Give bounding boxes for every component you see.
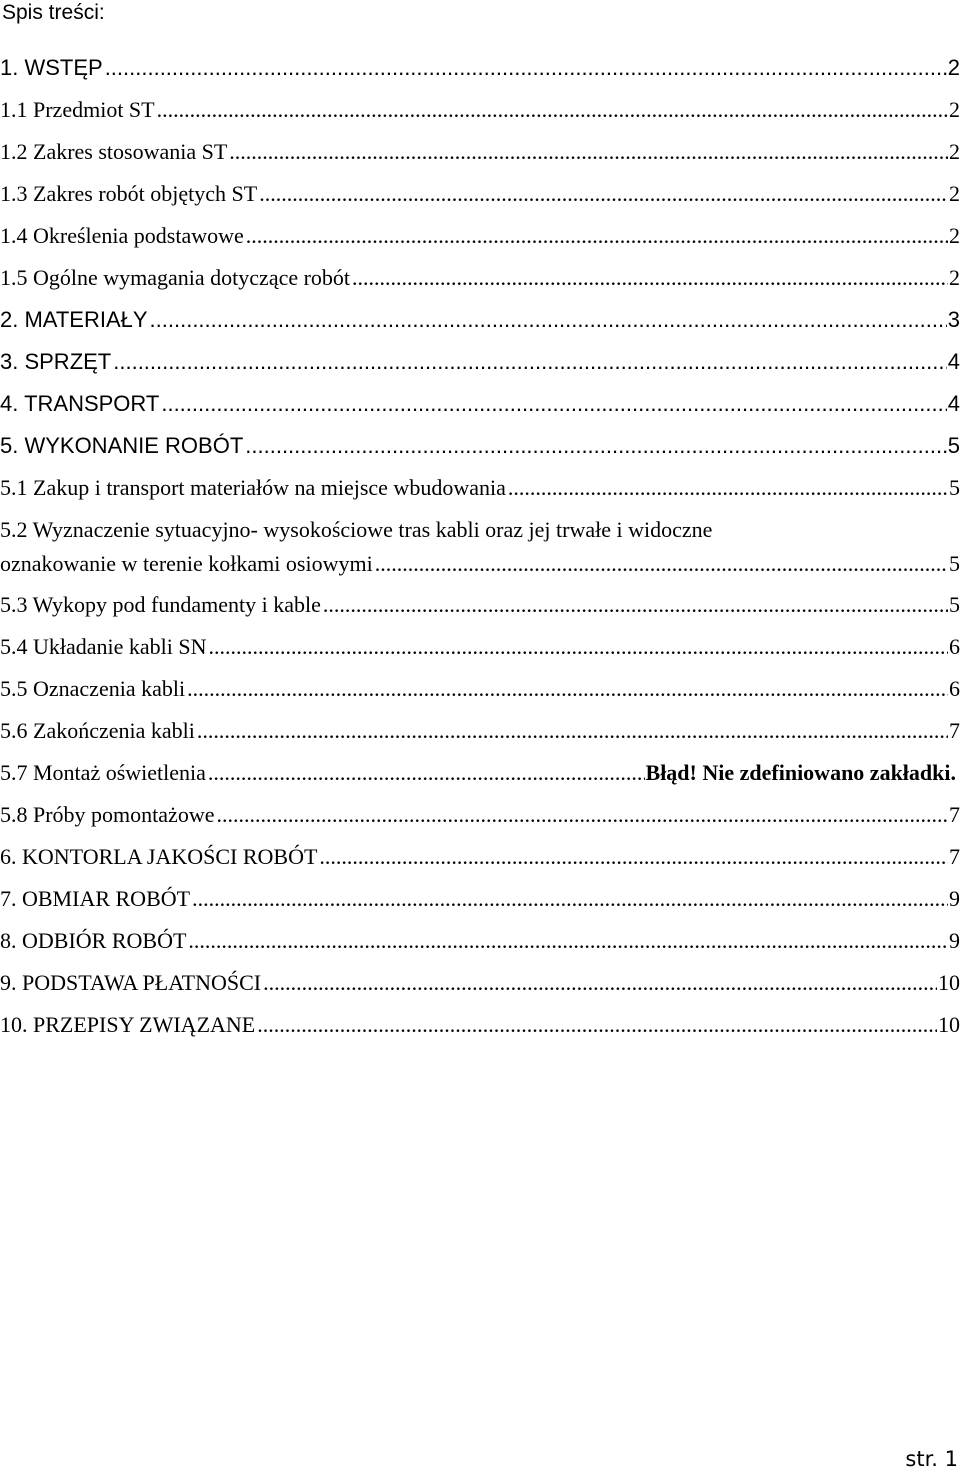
toc-entry-label: 1.4 Określenia podstawowe bbox=[0, 223, 244, 248]
toc-entry-page: 9 bbox=[949, 886, 960, 911]
toc-entry-10[interactable] bbox=[0, 1012, 960, 1038]
toc-entry-page: 2 bbox=[949, 97, 960, 122]
toc-entry-label: 5.4 Układanie kabli SN bbox=[0, 634, 207, 659]
page-number: str. 1 bbox=[905, 1447, 958, 1471]
toc-entry-5-1[interactable] bbox=[0, 475, 960, 501]
toc-entry-label: 5. WYKONANIE ROBÓT bbox=[0, 433, 244, 458]
toc-entry-page: 7 bbox=[949, 802, 960, 827]
toc-entry-5-6[interactable] bbox=[0, 718, 960, 744]
toc-entry-5-2[interactable] bbox=[0, 517, 960, 577]
toc-entry-page: 6 bbox=[949, 634, 960, 659]
toc-entry-page: 2 bbox=[949, 265, 960, 290]
toc-entry-page: 7 bbox=[949, 718, 960, 743]
toc-entry-label: 2. MATERIAŁY bbox=[0, 307, 148, 332]
toc-entry-2[interactable] bbox=[0, 307, 960, 333]
toc-entry-4[interactable] bbox=[0, 391, 960, 417]
toc-entry-page: 4 bbox=[947, 391, 960, 416]
toc-entry-5-3[interactable] bbox=[0, 592, 960, 618]
toc-entry-label: 4. TRANSPORT bbox=[0, 391, 160, 416]
toc-entry-9[interactable] bbox=[0, 970, 960, 996]
toc-entry-label: 6. KONTORLA JAKOŚCI ROBÓT bbox=[0, 844, 318, 869]
toc-entry-3[interactable] bbox=[0, 349, 960, 375]
toc-entry-1-2[interactable] bbox=[0, 139, 960, 165]
toc-entry-label: 5.3 Wykopy pod fundamenty i kable bbox=[0, 592, 321, 617]
toc-entry-page: 9 bbox=[949, 928, 960, 953]
toc-entry-5[interactable] bbox=[0, 433, 960, 459]
toc-entry-page: 10 bbox=[938, 970, 960, 995]
toc-entry-label: 5.7 Montaż oświetlenia bbox=[0, 760, 206, 785]
toc-entry-8[interactable] bbox=[0, 928, 960, 954]
toc-entry-label: 1.2 Zakres stosowania ST bbox=[0, 139, 228, 164]
toc-entry-label: 1.3 Zakres robót objętych ST bbox=[0, 181, 258, 206]
toc-entry-label: 1.5 Ogólne wymagania dotyczące robót bbox=[0, 265, 351, 290]
toc-entry-label: 5.5 Oznaczenia kabli bbox=[0, 676, 186, 701]
toc-entry-label: 9. PODSTAWA PŁATNOŚCI bbox=[0, 970, 262, 995]
toc-entry-label: 7. OBMIAR ROBÓT bbox=[0, 886, 191, 911]
toc-entry-page: 5 bbox=[949, 475, 960, 500]
toc-entry-page: 4 bbox=[947, 349, 960, 374]
toc-entry-page: 2 bbox=[949, 223, 960, 248]
toc-entry-page: 10 bbox=[938, 1012, 960, 1037]
toc-entry-5-8[interactable] bbox=[0, 802, 960, 828]
toc-entry-label-line1: 5.2 Wyznaczenie sytuacyjno- wysokościowe tras kabli oraz jej trwałe i widoczne bbox=[0, 517, 713, 542]
toc-heading: Spis treści: bbox=[2, 1, 105, 24]
toc-entry-page: 2 bbox=[949, 139, 960, 164]
toc-entry-page: 6 bbox=[949, 676, 960, 701]
toc-entry-page: 3 bbox=[947, 307, 960, 332]
toc-entry-label: 5.1 Zakup i transport materiałów na miejsce wbudowania bbox=[0, 475, 506, 500]
toc-entry-1-3[interactable] bbox=[0, 181, 960, 207]
toc-entry-label: 5.8 Próby pomontażowe bbox=[0, 802, 215, 827]
toc-entry-page: 5 bbox=[949, 592, 960, 617]
toc-entry-page: 7 bbox=[949, 844, 960, 869]
toc-entry-page: 2 bbox=[947, 55, 960, 80]
toc-entry-1-4[interactable] bbox=[0, 223, 960, 249]
toc-entry-5-5[interactable] bbox=[0, 676, 960, 702]
toc-entry-7[interactable] bbox=[0, 886, 960, 912]
toc-entry-1-5[interactable] bbox=[0, 265, 960, 291]
toc-entry-label: 8. ODBIÓR ROBÓT bbox=[0, 928, 187, 953]
toc-entry-5-7[interactable] bbox=[0, 760, 960, 786]
toc-entry-1[interactable] bbox=[0, 55, 960, 81]
toc-entry-6[interactable] bbox=[0, 844, 960, 870]
toc-entry-label: 1.1 Przedmiot ST bbox=[0, 97, 155, 122]
toc-entry-label: 10. PRZEPISY ZWIĄZANE bbox=[0, 1012, 256, 1037]
toc-entry-error-text: Błąd! Nie zdefiniowano zakładki. bbox=[645, 760, 956, 785]
toc-entry-page: 5 bbox=[949, 551, 960, 576]
toc-entry-page: 2 bbox=[949, 181, 960, 206]
toc-entry-page: 5 bbox=[947, 433, 960, 458]
toc-entry-label: 1. WSTĘP bbox=[0, 55, 103, 80]
toc-entry-label: 5.6 Zakończenia kabli bbox=[0, 718, 195, 743]
toc-entry-5-4[interactable] bbox=[0, 634, 960, 660]
toc-entry-label: 3. SPRZĘT bbox=[0, 349, 112, 374]
toc-entry-label: oznakowanie w terenie kołkami osiowymi bbox=[0, 551, 373, 576]
toc-entry-1-1[interactable] bbox=[0, 97, 960, 123]
